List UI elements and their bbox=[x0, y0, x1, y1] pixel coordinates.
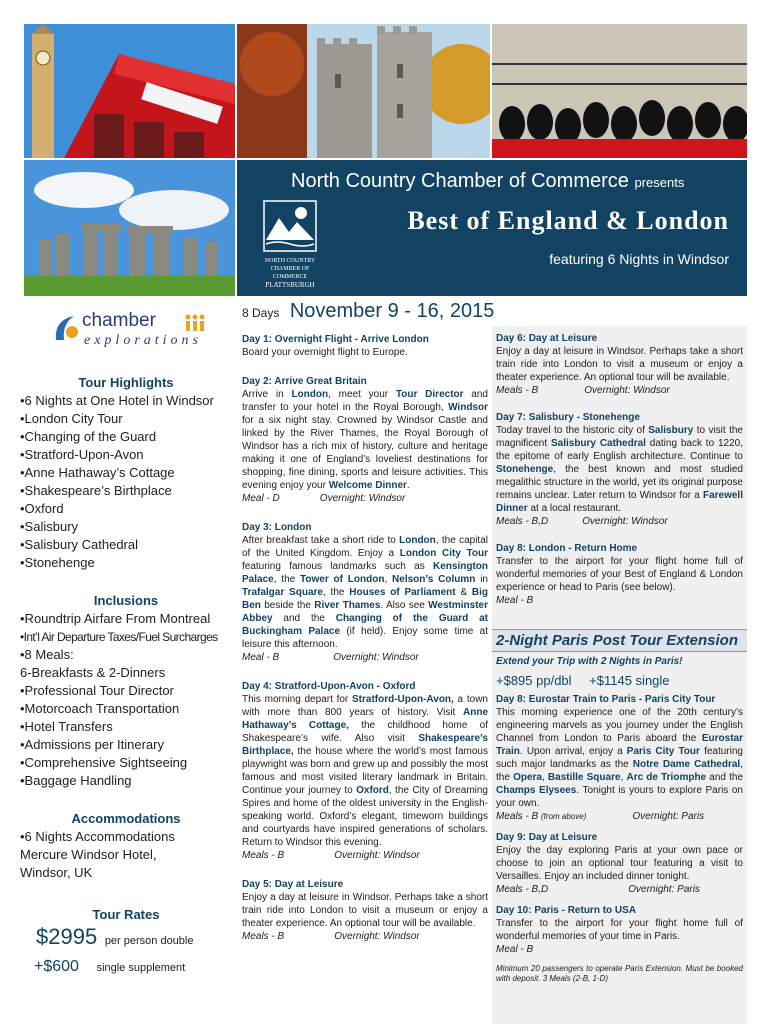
paris-day-10-meals: Meal - B bbox=[496, 944, 534, 955]
overnight-location: Overnight: Windsor bbox=[319, 493, 406, 504]
day-6-text: Enjoy a day at leisure in Windsor. Perhaps take a short train ride into London to visit a museum or enjoy a theater experience. An optional tour will be available. bbox=[496, 346, 743, 383]
day-4-meals bbox=[242, 849, 488, 862]
day-7-title: Day 7: Salisbury - Stonehenge bbox=[496, 412, 640, 423]
day-1-title: Day 1: Overnight Flight - Arrive London bbox=[242, 334, 429, 345]
presents-label: presents bbox=[634, 175, 685, 190]
meal-code: Meals - B,D bbox=[496, 516, 549, 527]
paris-rates bbox=[496, 674, 743, 687]
list-item: •Baggage Handling bbox=[20, 773, 132, 788]
featuring-line: featuring 6 Nights in Windsor bbox=[549, 251, 729, 267]
single-price: +$600 bbox=[34, 958, 79, 975]
list-item: •6 Nights at One Hotel in Windsor bbox=[20, 393, 214, 408]
list-item: •Oxford bbox=[20, 501, 64, 516]
single-rate bbox=[20, 958, 232, 977]
list-item: •Stratford-Upon-Avon bbox=[20, 447, 144, 462]
double-rate bbox=[20, 924, 232, 950]
meal-code: Meals - B bbox=[496, 811, 539, 822]
inclusions-heading: Inclusions bbox=[93, 593, 159, 608]
logo-caption-1: NORTH COUNTRY bbox=[264, 258, 316, 264]
day-2-title: Day 2: Arrive Great Britain bbox=[242, 376, 367, 387]
meal-note: (from above) bbox=[541, 812, 587, 821]
overnight-location: Overnight: Windsor bbox=[334, 850, 420, 861]
highlights-list bbox=[20, 392, 232, 572]
paris-day-9-meals bbox=[496, 883, 743, 896]
list-item: •Comprehensive Sightseeing bbox=[20, 755, 188, 770]
list-item: •Stonehenge bbox=[20, 555, 95, 570]
list-item: •8 Meals: bbox=[20, 647, 74, 662]
left-column bbox=[20, 300, 232, 977]
paris-subtitle: Extend your Trip with 2 Nights in Paris! bbox=[496, 656, 683, 667]
accommodations-line: Windsor, UK bbox=[20, 865, 93, 880]
meal-code: Meals - B bbox=[242, 931, 285, 942]
trip-date-range: November 9 - 16, 2015 bbox=[289, 300, 495, 322]
overnight-location: Overnight: Paris bbox=[628, 884, 700, 895]
list-item: 6-Breakfasts & 2-Dinners bbox=[20, 665, 166, 680]
list-item: •Changing of the Guard bbox=[20, 429, 157, 444]
paris-single-rate: +$1145 single bbox=[589, 673, 670, 688]
paris-day-10-text: Transfer to the airport for your flight home full of wonderful memories of your time in Paris. bbox=[496, 918, 743, 942]
overnight-location: Overnight: Windsor bbox=[333, 652, 419, 663]
royal-guards-photo bbox=[492, 24, 747, 158]
day-5-text: Enjoy a day at leisure in Windsor. Perhaps take a short train ride into London to visit a museum or enjoy a theater experience. An optional tour will be available. bbox=[242, 892, 488, 929]
day-3-meals bbox=[242, 651, 488, 664]
meal-code: Meal - D bbox=[242, 493, 280, 504]
list-item: •Shakespeare’s Birthplace bbox=[20, 483, 172, 498]
mountain-logo-icon bbox=[263, 200, 317, 252]
list-item: •Professional Tour Director bbox=[20, 683, 174, 698]
list-item: •Motorcoach Transportation bbox=[20, 701, 180, 716]
chamber-logo bbox=[263, 200, 317, 290]
list-item: •Int’l Air Departure Taxes/Fuel Surcharges bbox=[20, 630, 218, 644]
list-item: •Salisbury Cathedral bbox=[20, 537, 138, 552]
day-4-title: Day 4: Stratford-Upon-Avon - Oxford bbox=[242, 681, 416, 692]
paris-day-9-title: Day 9: Day at Leisure bbox=[496, 832, 598, 843]
list-item: •London City Tour bbox=[20, 411, 123, 426]
inclusions-list bbox=[20, 610, 232, 790]
day-1-text: Board your overnight flight to Europe. bbox=[242, 347, 408, 358]
paris-day-8-meals bbox=[496, 810, 743, 823]
right-column bbox=[492, 326, 747, 1024]
windsor-castle-photo bbox=[237, 24, 490, 158]
list-item: •Anne Hathaway’s Cottage bbox=[20, 465, 175, 480]
tour-title: Best of England & London bbox=[407, 206, 729, 235]
organizer-name: North Country Chamber of Commerce bbox=[291, 170, 629, 192]
itinerary-column bbox=[238, 298, 495, 1024]
double-label: per person double bbox=[104, 935, 194, 947]
paris-footnote: Minimum 20 passengers to operate Paris Extension. Must be booked with deposit. 3 Meals (2-B, 1-D) bbox=[496, 964, 743, 983]
list-item: •Hotel Transfers bbox=[20, 719, 113, 734]
day-2-text: Arrive in London, meet your Tour Director and transfer to your hotel in the Royal Borough, Windsor for a six night stay. Crowned by Windsor Castle and linked by the River Thames, the Royal Borough of Windsor has a rich mix of history, culture and heritage making it one of England’s loveliest destinations for shopping, fine dining, sports and leisure activities. This evening enjoy your Welcome Dinner. bbox=[242, 389, 488, 491]
accommodations-heading: Accommodations bbox=[71, 811, 181, 826]
day-5-meals bbox=[242, 930, 488, 943]
accommodations-line: Mercure Windsor Hotel, bbox=[20, 847, 157, 862]
day-5-title: Day 5: Day at Leisure bbox=[242, 879, 344, 890]
swoosh-logo-icon bbox=[52, 312, 80, 344]
meal-code: Meals - B,D bbox=[496, 884, 549, 895]
overnight-location: Overnight: Windsor bbox=[334, 931, 420, 942]
paris-day-8-title: Day 8: Eurostar Train to Paris - Paris City Tour bbox=[496, 694, 716, 705]
title-banner bbox=[237, 160, 747, 296]
day-8-text: Transfer to the airport for your flight home full of wonderful memories of your Best of England & London experience or head to Paris (see below). bbox=[496, 556, 743, 593]
day-7-meals bbox=[496, 515, 743, 528]
logo-caption-2: CHAMBER OF COMMERCE bbox=[270, 266, 310, 280]
list-item: •Admissions per Itinerary bbox=[20, 737, 164, 752]
paris-day-8-text: This morning experience one of the 20th century’s engineering marvels as you journey under the English Channel from London to Paris aboard the Eurostar Train. Upon arrival, enjoy a Paris City Tour featuring such major landmarks as the Notre Dame Cathedral, the Opera, Bastille Square, Arc de Triomphe and the Champs Elysees. Tonight is yours to explore Paris on your own. bbox=[496, 707, 744, 809]
logo-caption-3: PLATTSBURGH bbox=[265, 281, 315, 289]
highlights-heading: Tour Highlights bbox=[78, 375, 174, 390]
day-8-meals: Meal - B bbox=[496, 595, 534, 606]
paris-day-10-title: Day 10: Paris - Return to USA bbox=[496, 905, 637, 916]
day-7-text: Today travel to the historic city of Salisbury to visit the magnificent Salisbury Cathedral dating back to 1220, the epitome of early English architecture. Continue to Stonehenge, the best known and most studied megalithic structure in the world, yet its original purpose remains unclear. Later return to Windsor for a Farewell Dinner at a local restaurant. bbox=[496, 425, 743, 514]
paris-extension-heading: 2-Night Paris Post Tour Extension bbox=[492, 629, 747, 652]
paris-day-9-text: Enjoy the day exploring Paris at your own pace or choose to join an optional tour featuring a visit to Versailles. Enjoy an included dinner tonight. bbox=[496, 845, 743, 882]
meal-code: Meals - B bbox=[496, 385, 539, 396]
list-item: •Salisbury bbox=[20, 519, 79, 534]
day-6-title: Day 6: Day at Leisure bbox=[496, 333, 598, 344]
brand-chamber: chamber bbox=[82, 310, 156, 331]
day-6-meals bbox=[496, 384, 743, 397]
rates-heading: Tour Rates bbox=[92, 907, 160, 922]
double-price: $2995 bbox=[36, 924, 98, 949]
day-3-text: After breakfast take a short ride to London, the capital of the United Kingdom. Enjoy a London City Tour featuring famous landmarks such as Kensington Palace, the Tower of London, Nelson’s Column in Trafalgar Square, the Houses of Parliament & Big Ben beside the River Thames. Also see Westminster Abbey and the Changing of the Guard at Buckingham Palace (if held). Enjoy some time at leisure this afternoon. bbox=[242, 535, 489, 650]
organizer-line bbox=[291, 170, 684, 193]
chamber-explorations-logo bbox=[20, 300, 232, 356]
single-label: single supplement bbox=[96, 962, 186, 974]
day-8-title: Day 8: London - Return Home bbox=[496, 543, 638, 554]
overnight-location: Overnight: Windsor bbox=[584, 385, 670, 396]
day-3-title: Day 3: London bbox=[242, 522, 312, 533]
overnight-location: Overnight: Windsor bbox=[582, 516, 668, 527]
day-4-text: This morning depart for Stratford-Upon-Avon, a town with more than 800 years of history. Visit Anne Hathaway’s Cottage, the childhood home of Shakespeare’s wife. Also visit Shakespeare’s Birthplace, the house where the world’s most famous playwright was born and grew up and possibly the most famous and most visited literary landmark in Britain. Continue your journey to Oxford, the City of Dreaming Spires and home of the oldest university in the English-speaking world. Oxford’s elegant, timeworn buildings and courtyards have inspired generations of scholars. Return to Windsor this evening. bbox=[242, 694, 489, 848]
meal-code: Meals - B bbox=[242, 850, 285, 861]
paris-double-rate: +$895 pp/dbl bbox=[496, 673, 572, 688]
phone-box-photo bbox=[24, 24, 235, 158]
day-2-meals bbox=[242, 492, 488, 505]
accommodations-line: •6 Nights Accommodations bbox=[20, 829, 175, 844]
list-item: •Roundtrip Airfare From Montreal bbox=[20, 611, 211, 626]
stonehenge-photo bbox=[24, 160, 235, 296]
people-icon bbox=[184, 314, 206, 332]
overnight-location: Overnight: Paris bbox=[632, 811, 705, 822]
brand-explorations: explorations bbox=[84, 333, 202, 348]
trip-dates bbox=[238, 298, 495, 323]
meal-code: Meal - B bbox=[242, 652, 280, 663]
trip-length: 8 Days bbox=[242, 306, 280, 320]
